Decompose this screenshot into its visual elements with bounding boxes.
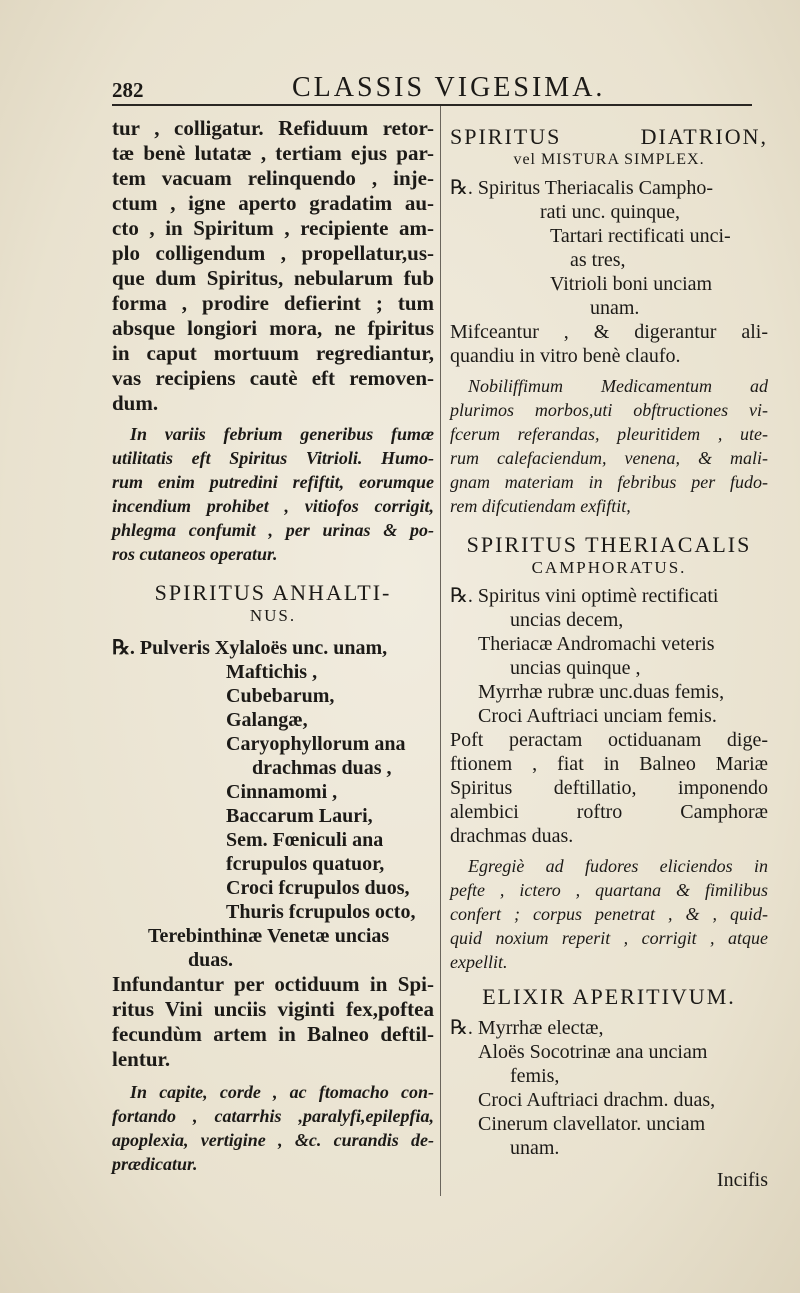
- ingredient-line: Terebinthinæ Venetæ uncias: [148, 925, 390, 947]
- ingredient-line: fcrupulos quatuor,: [226, 853, 385, 875]
- section-heading: SPIRITUS DIATRION,: [450, 124, 768, 149]
- text-line: in caput mortuum regrediantur,: [112, 341, 434, 365]
- note-line: expellit.: [450, 952, 508, 972]
- text-line: lentur.: [112, 1047, 171, 1071]
- ingredient-line: as tres,: [570, 249, 626, 271]
- note-line: ros cutaneos operatur.: [112, 544, 278, 564]
- text-line: que dum Spiritus, nebularum fub: [112, 266, 434, 290]
- text-line: fecundùm artem in Balneo deftil-: [112, 1022, 434, 1046]
- text-line: tæ benè lutatæ , tertiam ejus par-: [112, 141, 434, 165]
- note-line: phlegma confumit , per urinas & po-: [112, 520, 434, 540]
- text-line: Mifceantur , & digerantur ali-: [450, 321, 768, 343]
- running-title: CLASSIS VIGESIMA.: [292, 72, 606, 103]
- text-line: dum.: [112, 391, 159, 415]
- note-line: confert ; corpus penetrat , & , quid-: [450, 904, 768, 924]
- section-heading: SPIRITUS ANHALTI-: [154, 580, 392, 605]
- ingredient-line: uncias decem,: [510, 609, 624, 631]
- section-subheading: vel MISTURA SIMPLEX.: [513, 151, 705, 168]
- ingredient-line: unam.: [590, 297, 640, 319]
- left-column: [112, 116, 434, 1176]
- note-line: fcerum referandas, pleuritidem , ute-: [450, 424, 768, 444]
- note-line: Egregiè ad fudores eliciendos in: [468, 856, 768, 876]
- text-line: ctum , igne aperto gradatim au-: [112, 191, 434, 215]
- note-line: gnam materiam in febribus per fudo-: [450, 472, 768, 492]
- directions-anhaltinus: [112, 972, 434, 1072]
- heading-spiritus-theriacalis: [450, 532, 768, 578]
- section-heading: ELIXIR APERITIVUM.: [482, 984, 736, 1009]
- catchword: Incifis: [716, 1169, 768, 1191]
- text-line: tur , colligatur. Refiduum retor-: [112, 116, 434, 140]
- ingredient-line: Galangæ,: [226, 709, 308, 731]
- text-line: tem vacuam relinquendo , inje-: [112, 166, 434, 190]
- note-line: incendium prohibet , vitiofos corrigit,: [112, 496, 434, 516]
- ingredient-line: unam.: [510, 1137, 560, 1159]
- note-theriacalis: [450, 854, 768, 974]
- ingredient-line: Cinerum clavellator. unciam: [478, 1113, 706, 1135]
- recipe-first-line: ℞. Spiritus Theriacalis Campho-: [450, 177, 714, 199]
- ingredient-line: Tartari rectificati unci-: [550, 225, 731, 247]
- ingredient-line: Theriacæ Andromachi veteris: [478, 633, 715, 655]
- ingredient-line: drachmas duas ,: [252, 757, 392, 779]
- note-line: plurimos morbos,uti obftructiones vi-: [450, 400, 768, 420]
- heading-elixir-aperitivum: [450, 984, 768, 1010]
- ingredient-line: Caryophyllorum ana: [226, 733, 406, 755]
- section-subheading: CAMPHORATUS.: [531, 558, 687, 577]
- recipe-first-line: ℞. Spiritus vini optimè rectificati: [450, 585, 719, 607]
- recipe-elixir: [450, 1016, 768, 1160]
- recipe-anhaltinus: [112, 636, 434, 972]
- heading-spiritus-anhaltinus: [112, 580, 434, 626]
- header-rule: [112, 104, 752, 106]
- text-line: absque longiori mora, ne fpiritus: [112, 316, 434, 340]
- ingredient-line: femis,: [510, 1065, 560, 1087]
- recipe-first-line: ℞. Pulveris Xylaloës unc. unam,: [112, 637, 388, 659]
- recipe-diatrion: [450, 176, 768, 320]
- note-line: Nobiliffimum Medicamentum ad: [468, 376, 768, 396]
- ingredient-line: Sem. Fœniculi ana: [226, 829, 384, 851]
- page-number: 282: [112, 78, 144, 102]
- ingredient-line: Baccarum Lauri,: [226, 805, 373, 827]
- right-column: [450, 116, 768, 1192]
- note-line: rum calefaciendum, venena, & mali-: [450, 448, 768, 468]
- section-heading-cont: NUS.: [249, 606, 297, 625]
- note-line: prædicatur.: [112, 1154, 198, 1174]
- text-line: cto , in Spiritum , recipiente am-: [112, 216, 434, 240]
- ingredient-line: Maftichis ,: [226, 661, 318, 683]
- note-line: apoplexia, vertigine , &c. curandis de-: [112, 1130, 434, 1150]
- heading-spiritus-diatrion: [450, 124, 768, 170]
- ingredient-line: duas.: [188, 949, 234, 971]
- ingredient-line: Croci fcrupulos duos,: [226, 877, 410, 899]
- ingredient-line: Vitrioli boni unciam: [550, 273, 713, 295]
- column-divider: [440, 106, 441, 1196]
- text-line: vas recipiens cautè eft removen-: [112, 366, 434, 390]
- note-line: quid noxium reperit , corrigit , atque: [450, 928, 768, 948]
- ingredient-line: Croci Auftriaci drachm. duas,: [478, 1089, 716, 1111]
- note-line: utilitatis eft Spiritus Vitrioli. Humo-: [112, 448, 434, 468]
- text-line: drachmas duas.: [450, 825, 574, 847]
- ingredient-line: Myrrhæ rubræ unc.duas femis,: [478, 681, 725, 703]
- recipe-first-line: ℞. Myrrhæ electæ,: [450, 1017, 604, 1039]
- ingredient-line: Cinnamomi ,: [226, 781, 338, 803]
- ingredient-line: Aloës Socotrinæ ana unciam: [478, 1041, 708, 1063]
- note-line: rum enim putredini refiftit, eorumque: [112, 472, 434, 492]
- text-line: ftionem , fiat in Balneo Mariæ: [450, 753, 768, 775]
- page-header: [112, 72, 752, 112]
- note-line: pefte , ictero , quartana & fimilibus: [450, 880, 768, 900]
- note-line: rem difcutiendam exfiftit,: [450, 496, 631, 516]
- note-line: In variis febrium generibus fumæ: [130, 424, 434, 444]
- note-line: In capite, corde , ac ftomacho con-: [130, 1082, 434, 1102]
- note-vitriol: [112, 422, 434, 566]
- text-line: plo colligendum , propellatur,us-: [112, 241, 434, 265]
- text-line: Infundantur per octiduum in Spi-: [112, 972, 434, 996]
- directions-theriacalis: [450, 728, 768, 848]
- text-line: alembici roftro Camphoræ: [450, 801, 768, 823]
- continuation-text: [112, 116, 434, 416]
- text-line: Spiritus deftillatio, imponendo: [450, 777, 768, 799]
- text-line: ritus Vini unciis viginti fex,poftea: [112, 997, 434, 1021]
- directions-diatrion: [450, 320, 768, 368]
- text-line: Poft peractam octiduanam dige-: [450, 729, 768, 751]
- text-line: quandiu in vitro benè claufo.: [450, 345, 681, 367]
- note-line: fortando , catarrhis ,paralyfi,epilepfia,: [112, 1106, 434, 1126]
- section-heading: SPIRITUS THERIACALIS: [466, 532, 752, 557]
- ingredient-line: Cubebarum,: [226, 685, 335, 707]
- note-anhaltinus: [112, 1080, 434, 1176]
- ingredient-line: uncias quinque ,: [510, 657, 641, 679]
- ingredient-line: Croci Auftriaci unciam femis.: [478, 705, 717, 727]
- text-line: forma , prodire defierint ; tum: [112, 291, 434, 315]
- note-diatrion: [450, 374, 768, 518]
- recipe-theriacalis: [450, 584, 768, 728]
- ingredient-line: rati unc. quinque,: [540, 201, 680, 223]
- ingredient-line: Thuris fcrupulos octo,: [226, 901, 416, 923]
